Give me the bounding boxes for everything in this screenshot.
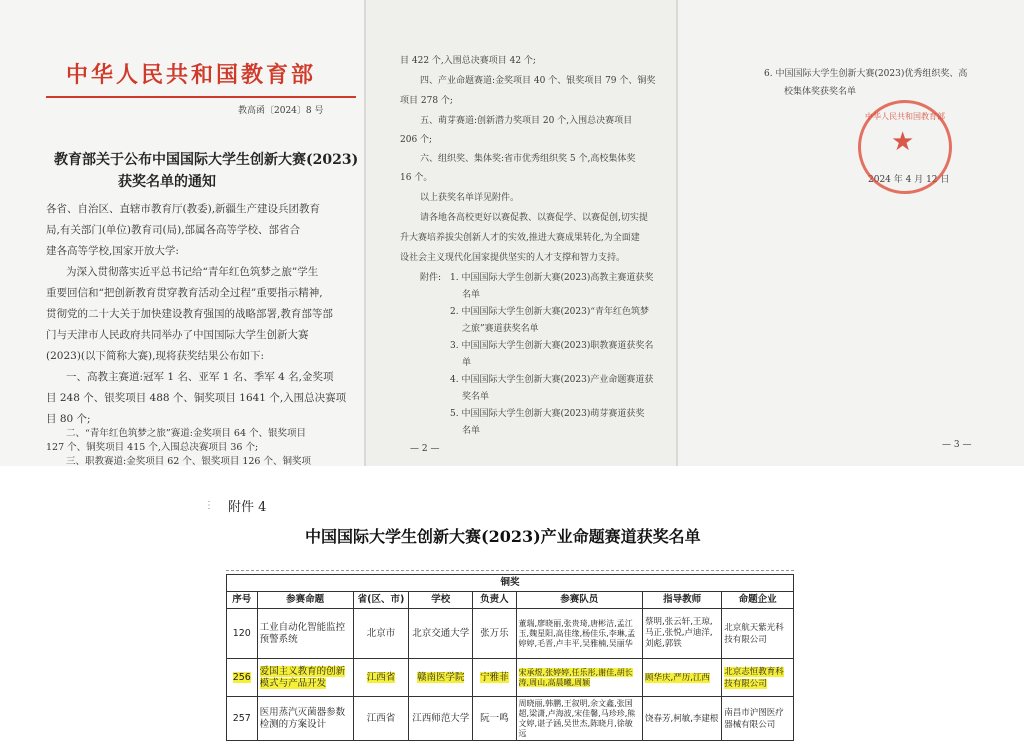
body-line: (2023)(以下简称大赛),现将获奖结果公布如下: xyxy=(46,350,264,362)
attachment-item: 名单 xyxy=(462,426,481,436)
cell-province-text: 江西省 xyxy=(366,671,396,683)
attachment-item: 3. 中国国际大学生创新大赛(2023)职教赛道获奖名 xyxy=(450,341,654,351)
cell-teachers: 蔡明,张云轩,王琼,马正,张悦,卢迪洋,刘彪,郭铁 xyxy=(643,609,722,659)
cell-members xyxy=(516,659,642,697)
body-line: 设社会主义现代化国家提供坚实的人才支撑和智力支持。 xyxy=(400,253,626,263)
page-number: — 2 — xyxy=(410,444,440,454)
attachments-label: 附件: xyxy=(420,273,442,283)
cell-province xyxy=(353,659,408,697)
cell-teachers-text: 顾华庆,严历,江西 xyxy=(645,672,710,683)
cell-province: 北京市 xyxy=(353,609,408,659)
notice-title-line-1: 教育部关于公布中国国际大学生创新大赛(2023) xyxy=(54,152,359,168)
body-line: 项目 278 个; xyxy=(400,96,453,106)
page-number: — 3 — xyxy=(942,440,972,450)
attachment-item: 2. 中国国际大学生创新大赛(2023)“青年红色筑梦 xyxy=(450,307,649,317)
attachment-item: 5. 中国国际大学生创新大赛(2023)萌芽赛道获奖 xyxy=(450,409,645,419)
attachment-item: 奖名单 xyxy=(462,392,490,402)
award-table xyxy=(226,574,794,741)
award-level: 铜奖 xyxy=(227,575,794,592)
col-header-leader: 负责人 xyxy=(473,592,516,609)
body-line: 六、组织奖、集体奖:省市优秀组织奖 5 个,高校集体奖 xyxy=(420,154,636,164)
table-header-row xyxy=(227,592,794,609)
body-line: 四、产业命题赛道:金奖项目 40 个、银奖项目 79 个、铜奖 xyxy=(420,76,656,86)
star-icon: ★ xyxy=(891,127,915,157)
body-line: 目 422 个,入围总决赛项目 42 个; xyxy=(400,56,536,66)
page-1 xyxy=(0,0,366,466)
header-divider xyxy=(46,96,356,98)
body-line: 局,有关部门(单位)教育司(局),部属各高等学校、部省合 xyxy=(46,224,301,236)
col-header-company: 命题企业 xyxy=(722,592,794,609)
attachment-item: 4. 中国国际大学生创新大赛(2023)产业命题赛道获 xyxy=(450,375,654,385)
cell-topic xyxy=(257,659,353,697)
col-header-topic: 参赛命题 xyxy=(257,592,353,609)
cell-company: 南昌市沪图医疗器械有限公司 xyxy=(722,697,794,741)
body-line: 目 80 个; xyxy=(46,413,91,425)
body-line: 升大赛培养拔尖创新人才的实效,推进大赛成果转化,为全面建 xyxy=(400,233,640,243)
award-row xyxy=(227,575,794,592)
ministry-header: 中华人民共和国教育部 xyxy=(66,62,317,88)
body-line: 重要回信和“把创新教育贯穿教育活动全过程”重要指示精神, xyxy=(46,287,323,299)
document-number: 教高函〔2024〕8 号 xyxy=(238,106,324,116)
attachment-item: 单 xyxy=(462,358,472,368)
official-seal xyxy=(858,100,952,194)
body-line: 二、“青年红色筑梦之旅”赛道:金奖项目 64 个、银奖项目 xyxy=(66,428,307,439)
seal-text: 中华人民共和国教育部 xyxy=(865,112,945,121)
table-row xyxy=(227,609,794,659)
cell-company xyxy=(722,659,794,697)
body-line: 三、职教赛道:金奖项目 62 个、银奖项目 126 个、铜奖项 xyxy=(66,456,312,466)
body-line: 16 个。 xyxy=(400,173,433,183)
body-line: 建各高等学校,国家开放大学: xyxy=(46,245,179,257)
body-line: 门与天津市人民政府共同举办了中国国际大学生创新大赛 xyxy=(46,329,309,341)
cell-leader: 张万乐 xyxy=(473,609,516,659)
col-header-school: 学校 xyxy=(409,592,473,609)
cell-teachers xyxy=(643,659,722,697)
cell-school: 江西师范大学 xyxy=(409,697,473,741)
notice-title-line-2: 获奖名单的通知 xyxy=(118,174,216,190)
paragraph-mark-icon: ⋮ xyxy=(204,500,214,511)
cell-no xyxy=(227,659,258,697)
cell-leader xyxy=(473,659,516,697)
cell-school xyxy=(409,659,473,697)
table-row-highlighted xyxy=(227,659,794,697)
cell-company: 北京航天紫光科技有限公司 xyxy=(722,609,794,659)
cell-company-text: 北京志恒教育科技有限公司 xyxy=(724,666,784,689)
body-line: 6. 中国国际大学生创新大赛(2023)优秀组织奖、高 xyxy=(764,69,968,79)
cell-province: 江西省 xyxy=(353,697,408,741)
cell-topic: 医用蒸汽灭菌器参数检测的方案设计 xyxy=(257,697,353,741)
cell-topic-text: 爱国主义教育的创新模式与产品开发 xyxy=(259,665,346,689)
attachment-item: 名单 xyxy=(462,290,481,300)
cell-members-text: 宋承煜,张婷婷,任乐彤,谢佳,胡长涛,周山,高晨曦,周颖 xyxy=(518,667,633,687)
cell-no-text: 256 xyxy=(232,671,251,683)
cell-no: 257 xyxy=(227,697,258,741)
attachment-item: 1. 中国国际大学生创新大赛(2023)高教主赛道获奖 xyxy=(450,273,654,283)
body-line: 五、萌芽赛道:创新潜力奖项目 20 个,入围总决赛项目 xyxy=(420,116,633,126)
cell-members: 周晓丽,韩鹏,王叙明,余文鑫,张国超,梁潇,卢海波,宋佳馨,马珍珍,熊文婷,谌子涵,吴世杰,陈晓月,徐敏远 xyxy=(516,697,642,741)
cell-school-text: 赣南医学院 xyxy=(416,671,465,683)
cell-topic: 工业自动化智能监控预警系统 xyxy=(257,609,353,659)
col-header-province: 省(区、市) xyxy=(353,592,408,609)
cell-members: 董瑞,廖晓丽,张贵琦,唐彬洁,孟江玉,魏星阳,高佳缘,杨佳乐,李琳,孟婷婷,毛晋,卢丰平,吴雅楠,吴丽华 xyxy=(516,609,642,659)
table-top-border xyxy=(226,570,794,571)
cell-no: 120 xyxy=(227,609,258,659)
body-line: 为深入贯彻落实近平总书记给“青年红色筑梦之旅”学生 xyxy=(66,266,319,278)
cell-teachers: 饶春芳,柯敏,李建根 xyxy=(643,697,722,741)
cell-school: 北京交通大学 xyxy=(409,609,473,659)
col-header-members: 参赛队员 xyxy=(516,592,642,609)
body-line: 各省、自治区、直辖市教育厅(教委),新疆生产建设兵团教育 xyxy=(46,203,321,215)
body-line: 127 个、铜奖项目 415 个,入围总决赛项目 36 个; xyxy=(46,442,259,453)
body-line: 校集体奖获奖名单 xyxy=(784,87,857,97)
issue-date: 2024 年 4 月 12 日 xyxy=(868,175,950,185)
body-line: 目 248 个、银奖项目 488 个、铜奖项目 1641 个,入围总决赛项 xyxy=(46,392,347,404)
body-line: 以上获奖名单详见附件。 xyxy=(420,193,520,203)
cell-leader-text: 宁雅菲 xyxy=(480,671,509,683)
annex-label: 附件 4 xyxy=(228,500,267,515)
body-line: 206 个; xyxy=(400,135,433,145)
body-line: 一、高教主赛道:冠军 1 名、亚军 1 名、季军 4 名,金奖项 xyxy=(66,371,334,383)
page-2 xyxy=(366,0,678,466)
page-3 xyxy=(678,0,1024,466)
col-header-no: 序号 xyxy=(227,592,258,609)
annex-title: 中国国际大学生创新大赛(2023)产业命题赛道获奖名单 xyxy=(305,527,701,546)
body-line: 请各地各高校更好以赛促教、以赛促学、以赛促创,切实提 xyxy=(420,213,648,223)
table-row xyxy=(227,697,794,741)
cell-leader: 阮一鸣 xyxy=(473,697,516,741)
attachment-item: 之旅”赛道获奖名单 xyxy=(462,324,539,334)
col-header-teachers: 指导教师 xyxy=(643,592,722,609)
body-line: 贯彻党的二十大关于加快建设教育强国的战略部署,教育部等部 xyxy=(46,308,333,320)
